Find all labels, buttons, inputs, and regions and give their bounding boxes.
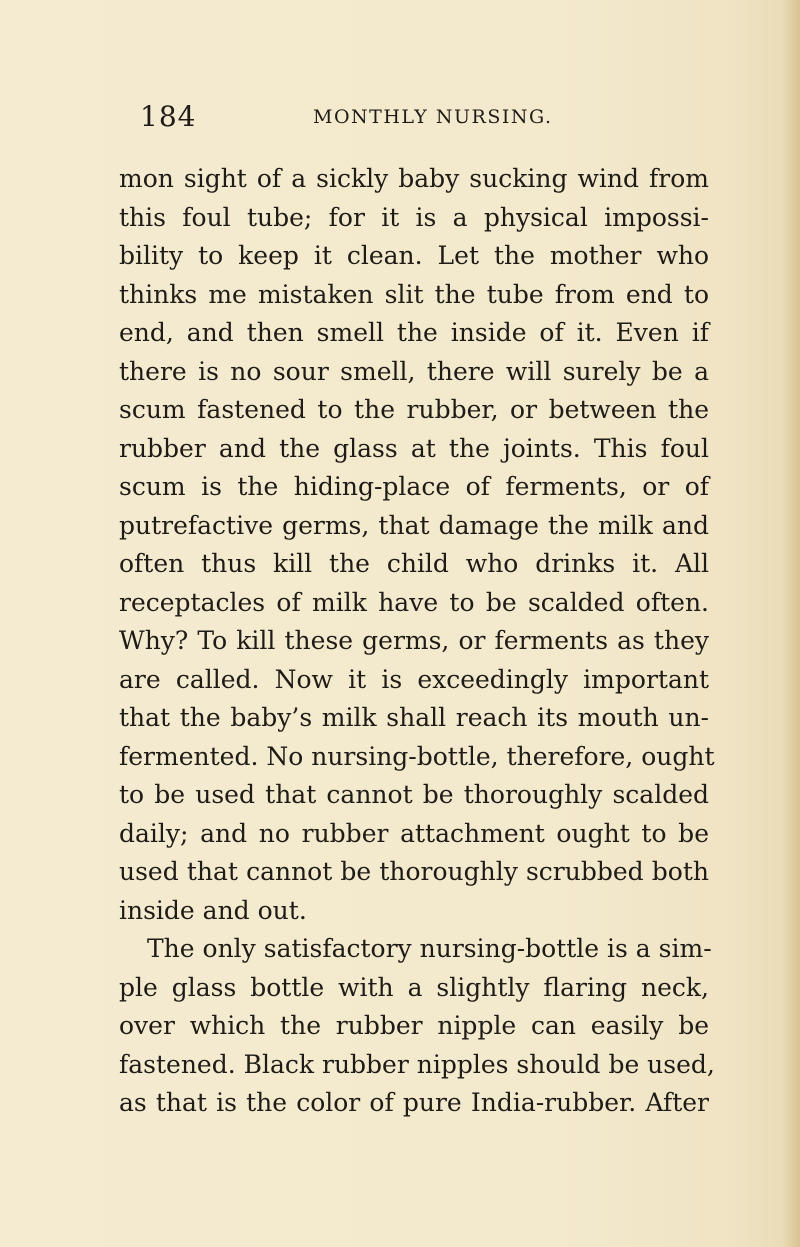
- body-text: [119, 160, 715, 1123]
- text-line: thinks me mistaken slit the tube from end to: [119, 279, 709, 309]
- text-line: ple glass bottle with a slightly flaring neck,: [119, 972, 709, 1002]
- text-line: used that cannot be thoroughly scrubbed both: [119, 857, 709, 886]
- text-line: putrefactive germs, that damage the milk and: [119, 510, 709, 540]
- text-line: that the baby’s milk shall reach its mouth un-: [119, 703, 709, 732]
- text-line: are called. Now it is exceedingly important: [119, 664, 709, 694]
- text-line: fastened. Black rubber nipples should be used,: [119, 1049, 715, 1079]
- text-line: as that is the color of pure India-rubber. After: [119, 1088, 709, 1117]
- text-line: end, and then smell the inside of it. Even if: [119, 318, 709, 347]
- text-line: rubber and the glass at the joints. This foul: [119, 433, 709, 463]
- text-line: daily; and no rubber attachment ought to be: [119, 818, 709, 848]
- text-line: fermented. No nursing-bottle, therefore, ought: [119, 741, 715, 771]
- running-head: [140, 100, 700, 134]
- running-title: MONTHLY NURSING.: [313, 106, 553, 128]
- text-line: mon sight of a sickly baby sucking wind from: [119, 164, 709, 193]
- text-line: inside and out.: [119, 895, 307, 925]
- text-line: receptacles of milk have to be scalded often.: [119, 587, 709, 617]
- text-line: The only satisfactory nursing-bottle is a sim-: [147, 934, 712, 963]
- text-line: over which the rubber nipple can easily be: [119, 1011, 709, 1040]
- text-line: there is no sour smell, there will surely be a: [119, 356, 709, 386]
- page-edge-shadow: [782, 0, 800, 1247]
- text-line: scum fastened to the rubber, or between the: [119, 395, 709, 424]
- text-line: Why? To kill these germs, or ferments as they: [119, 626, 709, 655]
- text-line: to be used that cannot be thoroughly scalded: [119, 780, 709, 809]
- text-line: this foul tube; for it is a physical impossi-: [119, 202, 709, 232]
- text-line: bility to keep it clean. Let the mother who: [119, 241, 709, 270]
- text-line: often thus kill the child who drinks it. All: [119, 549, 709, 578]
- page-number: 184: [140, 100, 197, 133]
- text-line: scum is the hiding-place of ferments, or of: [119, 472, 709, 501]
